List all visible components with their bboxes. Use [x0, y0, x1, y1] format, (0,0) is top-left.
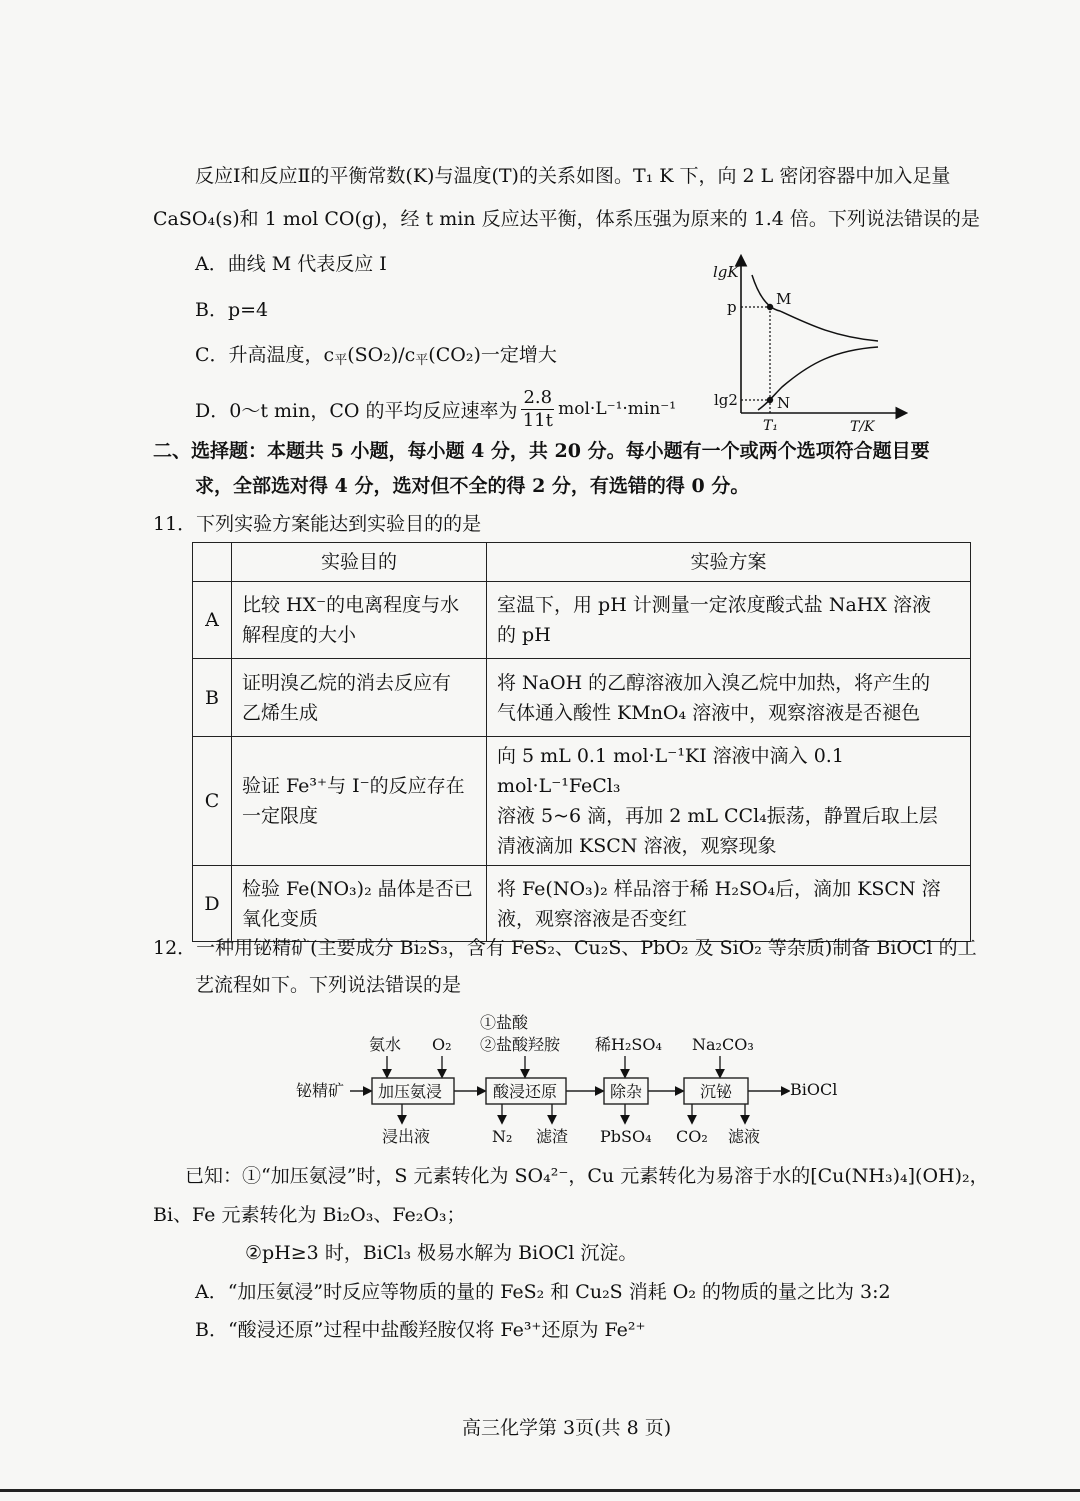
- flow-step-bismuth-precipitation: 沉铋: [700, 1082, 733, 1101]
- lg2-label: lg2: [714, 391, 738, 409]
- point-m: [767, 304, 773, 310]
- process-flow-diagram: [290, 1008, 790, 1151]
- curve-n: [758, 347, 878, 410]
- purpose-line: 一定限度: [242, 805, 319, 827]
- flow-output-co2: CO₂: [676, 1127, 708, 1146]
- row-key: B: [193, 659, 232, 737]
- q12-option-b: B．“酸浸还原”过程中盐酸羟胺仅将 Fe³⁺还原为 Fe²⁺: [195, 1319, 646, 1341]
- flow-output-filtrate: 滤液: [728, 1127, 761, 1146]
- table-header-row: [193, 543, 971, 582]
- q10-option-d-denominator: 11t: [522, 409, 553, 431]
- plan-line: 的 pH: [497, 624, 551, 646]
- section2-line1: 二、选择题：本题共 5 小题，每小题 4 分，共 20 分。每小题有一个或两个选项符合题目要: [153, 440, 930, 462]
- row-purpose: [232, 866, 487, 942]
- q12-option-a: A．“加压氨浸”时反应等物质的量的 FeS₂ 和 Cu₂S 消耗 O₂ 的物质的量之比为 3:2: [195, 1281, 891, 1303]
- footer-rule: [0, 1489, 1080, 1492]
- q12-stem-line2: 艺流程如下。下列说法错误的是: [195, 974, 462, 996]
- y-axis-label: lgK: [713, 263, 739, 281]
- plan-line: 将 NaOH 的乙醇溶液加入溴乙烷中加热，将产生的: [497, 671, 931, 694]
- row-key: A: [193, 582, 232, 659]
- section2-line2: 求，全部选对得 4 分，选对但不全的得 2 分，有选错的得 0 分。: [195, 475, 750, 497]
- row-plan: [487, 659, 971, 737]
- table-row: [193, 737, 971, 866]
- row-purpose: [232, 582, 487, 659]
- purpose-line: 验证 Fe³⁺与 I⁻的反应存在: [242, 775, 465, 797]
- row-key: C: [193, 737, 232, 866]
- q10-option-c-post: (CO₂)一定增大: [428, 344, 557, 366]
- page-footer: 高三化学第 3页(共 8 页): [462, 1417, 672, 1439]
- q10-option-b: B．p=4: [195, 299, 269, 321]
- q10-option-d-pre: D．0～t min，CO 的平均反应速率为: [195, 399, 518, 422]
- plan-line: 室温下，用 pH 计测量一定浓度酸式盐 NaHX 溶液: [497, 594, 931, 616]
- purpose-line: 证明溴乙烷的消去反应有: [242, 671, 452, 694]
- flow-output-n2: N₂: [492, 1127, 513, 1146]
- q10-option-c-sub2: 平: [415, 353, 429, 368]
- q12-stem-line1: 12．一种用铋精矿(主要成分 Bi₂S₃，含有 FeS₂、Cu₂S、PbO₂ 及 SiO₂ 等杂质)制备 BiOCl 的工: [153, 937, 977, 959]
- q10-option-a: A．曲线 M 代表反应 Ⅰ: [195, 253, 387, 275]
- q12-known-line3: ②pH≥3 时，BiCl₃ 极易水解为 BiOCl 沉淀。: [245, 1242, 638, 1264]
- header-key: [193, 543, 232, 582]
- purpose-line: 解程度的大小: [242, 624, 357, 646]
- row-plan: [487, 737, 971, 866]
- q12-known-line1: 已知：①“加压氨浸”时，S 元素转化为 SO₄²⁻，Cu 元素转化为易溶于水的[Cu(NH₃)₄](OH)₂，: [185, 1165, 989, 1187]
- plan-line: 向 5 mL 0.1 mol·L⁻¹KI 溶液中滴入 0.1 mol·L⁻¹FeCl₃: [497, 745, 844, 797]
- flow-product-label: BiOCl: [790, 1080, 838, 1099]
- p-label: p: [727, 298, 737, 316]
- q10-option-d-fraction: [521, 387, 554, 432]
- q10-option-c-pre: C．升高温度，c: [195, 344, 335, 366]
- q10-option-d-unit: mol·L⁻¹·min⁻¹: [558, 399, 677, 419]
- flow-step-acid-reduction: 酸浸还原: [493, 1082, 558, 1101]
- header-plan: 实验方案: [487, 543, 971, 582]
- x-axis-label: T/K: [850, 419, 875, 435]
- purpose-line: 检验 Fe(NO₃)₂ 晶体是否已: [242, 877, 473, 900]
- q10-option-c-mid: (SO₂)/c: [347, 344, 416, 366]
- flow-output-residue: 滤渣: [536, 1127, 569, 1146]
- flow-input-ammonia: 氨水: [369, 1035, 402, 1054]
- lgk-temperature-graph: [700, 245, 915, 435]
- q11-stem: 11．下列实验方案能达到实验目的的是: [153, 513, 482, 535]
- row-purpose: [232, 737, 487, 866]
- curve-n-label: N: [777, 394, 791, 412]
- purpose-line: 乙烯生成: [242, 701, 319, 724]
- q10-option-d: [195, 384, 676, 434]
- flow-step-pressure-ammonia-leach: 加压氨浸: [378, 1082, 443, 1101]
- q11-experiment-table: [192, 542, 971, 942]
- flow-start: 铋精矿: [296, 1081, 345, 1100]
- q10-option-c: [195, 342, 557, 368]
- q10-option-d-numerator: 2.8: [523, 386, 553, 408]
- flow-output-pbso4: PbSO₄: [600, 1127, 652, 1146]
- plan-line: 清液滴加 KSCN 溶液，观察现象: [497, 835, 777, 857]
- plan-line: 气体通入酸性 KMnO₄ 溶液中，观察溶液是否褪色: [497, 701, 921, 724]
- flow-output-leachate: 浸出液: [382, 1127, 431, 1146]
- header-purpose: 实验目的: [232, 543, 487, 582]
- q10-intro-line2: CaSO₄(s)和 1 mol CO(g)，经 t min 反应达平衡，体系压强为原来的 1.4 倍。下列说法错误的是: [153, 208, 980, 230]
- row-purpose: [232, 659, 487, 737]
- plan-line: 液，观察溶液是否变红: [497, 907, 688, 930]
- flow-step-impurity-removal: 除杂: [610, 1082, 643, 1101]
- row-plan: [487, 582, 971, 659]
- q12-known-line2: Bi、Fe 元素转化为 Bi₂O₃、Fe₂O₃；: [153, 1204, 466, 1226]
- flow-input-na2co3: Na₂CO₃: [692, 1035, 754, 1054]
- flow-input-o2: O₂: [432, 1035, 452, 1054]
- plan-line: 将 Fe(NO₃)₂ 样品溶于稀 H₂SO₄后，滴加 KSCN 溶: [497, 877, 941, 900]
- t1-label: T₁: [763, 418, 778, 434]
- purpose-line: 氧化变质: [242, 907, 319, 930]
- curve-m-label: M: [776, 290, 792, 308]
- flow-input-hcl: ①盐酸: [480, 1013, 529, 1032]
- plan-line: 溶液 5~6 滴，再加 2 mL CCl₄振荡，静置后取上层: [497, 805, 938, 827]
- table-row: [193, 659, 971, 737]
- point-n: [767, 397, 773, 403]
- purpose-line: 比较 HX⁻的电离程度与水: [242, 594, 460, 616]
- flow-input-dilute-h2so4: 稀H₂SO₄: [595, 1035, 662, 1054]
- row-plan: [487, 866, 971, 942]
- table-row: [193, 582, 971, 659]
- row-key: D: [193, 866, 232, 942]
- q10-intro-line1: 反应Ⅰ和反应Ⅱ的平衡常数(K)与温度(T)的关系如图。T₁ K 下，向 2 L 密闭容器中加入足量: [195, 165, 951, 187]
- flow-input-hydroxylamine: ②盐酸羟胺: [480, 1035, 561, 1054]
- table-row: [193, 866, 971, 942]
- q10-option-c-sub1: 平: [334, 353, 348, 368]
